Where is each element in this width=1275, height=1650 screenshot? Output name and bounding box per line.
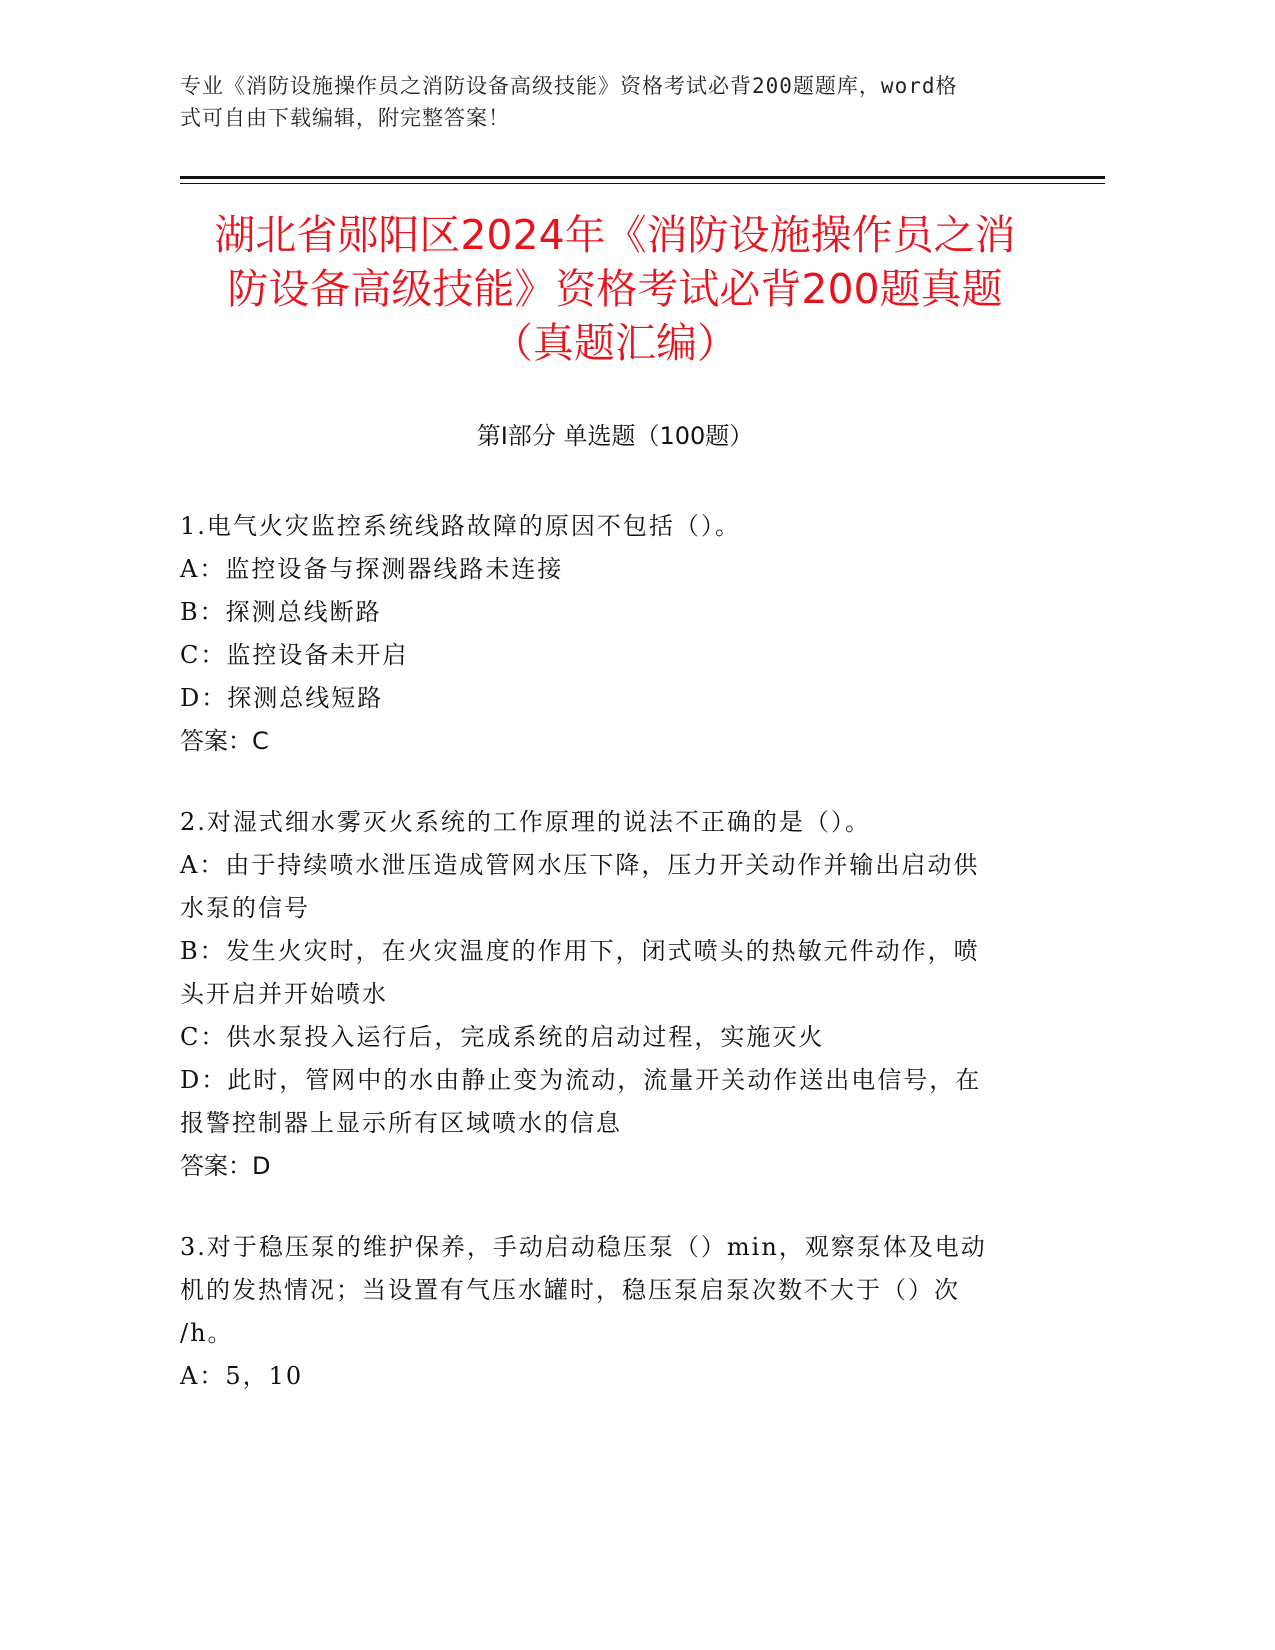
header-rule-thin bbox=[180, 183, 1105, 184]
option-a: A：由于持续喷水泄压造成管网水压下降，压力开关动作并输出启动供 bbox=[180, 851, 980, 879]
intro-text bbox=[180, 70, 1050, 134]
section-heading: 第Ⅰ部分 单选题（100题） bbox=[476, 422, 754, 450]
title-line-2: 防设备高级技能》资格考试必背200题真题 bbox=[227, 265, 1003, 313]
answer: 答案：C bbox=[180, 727, 269, 755]
question-stem: 3.对于稳压泵的维护保养，手动启动稳压泵（）min，观察泵体及电动 bbox=[180, 1233, 987, 1261]
question-stem-cont: /h。 bbox=[180, 1319, 234, 1347]
answer: 答案：D bbox=[180, 1152, 271, 1180]
option-d: D：探测总线短路 bbox=[180, 684, 384, 712]
option-b: B：发生火灾时，在火灾温度的作用下，闭式喷头的热敏元件动作，喷 bbox=[180, 937, 980, 965]
question-3 bbox=[180, 1226, 1040, 1398]
option-b: B：探测总线断路 bbox=[180, 598, 382, 626]
question-stem: 1.电气火灾监控系统线路故障的原因不包括（）。 bbox=[180, 512, 741, 540]
header-rule-thick bbox=[180, 176, 1105, 179]
intro-line-1: 专业《消防设施操作员之消防设备高级技能》资格考试必背200题题库，word格 bbox=[180, 74, 958, 98]
question-stem-cont: 机的发热情况；当设置有气压水罐时，稳压泵启泵次数不大于（）次 bbox=[180, 1276, 960, 1304]
question-list bbox=[180, 505, 1040, 1436]
page-title bbox=[180, 208, 1050, 370]
option-a: A：5，10 bbox=[180, 1362, 304, 1390]
option-d: D：此时，管网中的水由静止变为流动，流量开关动作送出电信号，在 bbox=[180, 1066, 982, 1094]
title-line-3: （真题汇编） bbox=[492, 319, 738, 367]
option-c: C：供水泵投入运行后，完成系统的启动过程，实施灭火 bbox=[180, 1023, 825, 1051]
option-a-cont: 水泵的信号 bbox=[180, 894, 310, 922]
option-a: A：监控设备与探测器线路未连接 bbox=[180, 555, 564, 583]
question-1 bbox=[180, 505, 1040, 763]
option-b-cont: 头开启并开始喷水 bbox=[180, 980, 388, 1008]
intro-line-2: 式可自由下载编辑，附完整答案！ bbox=[180, 106, 510, 130]
title-line-1: 湖北省郧阳区2024年《消防设施操作员之消 bbox=[214, 211, 1016, 259]
question-2 bbox=[180, 801, 1040, 1188]
option-c: C：监控设备未开启 bbox=[180, 641, 409, 669]
question-stem: 2.对湿式细水雾灭火系统的工作原理的说法不正确的是（）。 bbox=[180, 808, 871, 836]
option-d-cont: 报警控制器上显示所有区域喷水的信息 bbox=[180, 1109, 622, 1137]
